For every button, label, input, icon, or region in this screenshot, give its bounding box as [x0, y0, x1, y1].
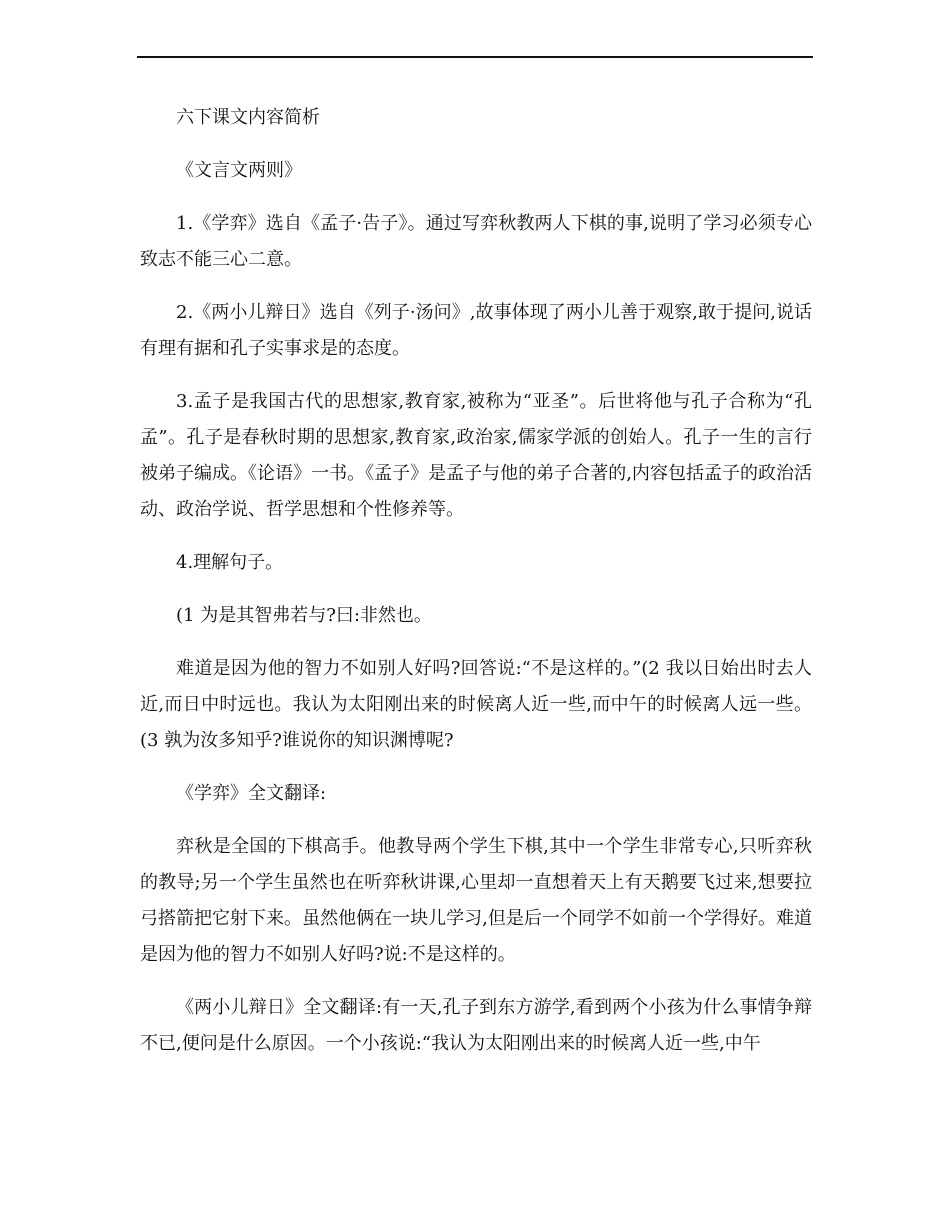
paragraph-xueyi-translation: 弈秋是全国的下棋高手。他教导两个学生下棋,其中一个学生非常专心,只听弈秋的教导;另一个学生虽然也在听弈秋讲课,心里却一直想着天上有天鹅要飞过来,想要拉弓搭箭把它射下来。虽然他俩在一块儿学习,但是后一个同学不如前一个学得好。难道是因为他的智力不如别人好吗?说:不是这样的。 — [140, 836, 812, 965]
paragraph-xueyi-translation-heading: 《学弈》全文翻译: — [176, 783, 327, 804]
paragraph-xueyi: 1.《学弈》选自《孟子·告子》。通过写弈秋教两人下棋的事,说明了学习必须专心致志不能三心二意。 — [140, 213, 812, 270]
paragraph-understand-sentences: 4.理解句子。 — [176, 552, 284, 573]
paragraph-liangxiaoer-translation: 《两小儿辩日》全文翻译:有一天,孔子到东方游学,看到两个小孩为什么事情争辩不已,便问是什么原因。一个小孩说:“我认为太阳刚出来的时候离人近一些,中午 — [140, 997, 812, 1054]
document-title: 六下课文内容简析 — [176, 107, 320, 128]
paragraph-sentence-1: (1 为是其智弗若与?曰:非然也。 — [176, 605, 432, 626]
paragraph-mengzi: 3.孟子是我国古代的思想家,教育家,被称为“亚圣”。后世将他与孔子合称为“孔孟”。孔子是春秋时期的思想家,教育家,政治家,儒家学派的创始人。孔子一生的言行被弟子编成。《论语》一书。《孟子》是孟子与他的弟子合著的,内容包括孟子的政治活动、政治学说、哲学思想和个性修养等。 — [140, 391, 812, 520]
paragraph-sentence-explanations: 难道是因为他的智力不如别人好吗?回答说:“不是这样的。”(2 我以日始出时去人近,而日中时远也。我认为太阳刚出来的时候离人近一些,而中午的时候离人远一些。(3 孰为汝多知乎?谁说你的知识渊博呢? — [140, 658, 812, 751]
header-rule — [137, 56, 813, 58]
paragraph-liangxiaoer: 2.《两小儿辩日》选自《列子·汤问》,故事体现了两小儿善于观察,敢于提问,说话有理有据和孔子实事求是的态度。 — [140, 302, 812, 359]
document-body — [140, 100, 812, 1079]
section-heading: 《文言文两则》 — [176, 160, 302, 181]
